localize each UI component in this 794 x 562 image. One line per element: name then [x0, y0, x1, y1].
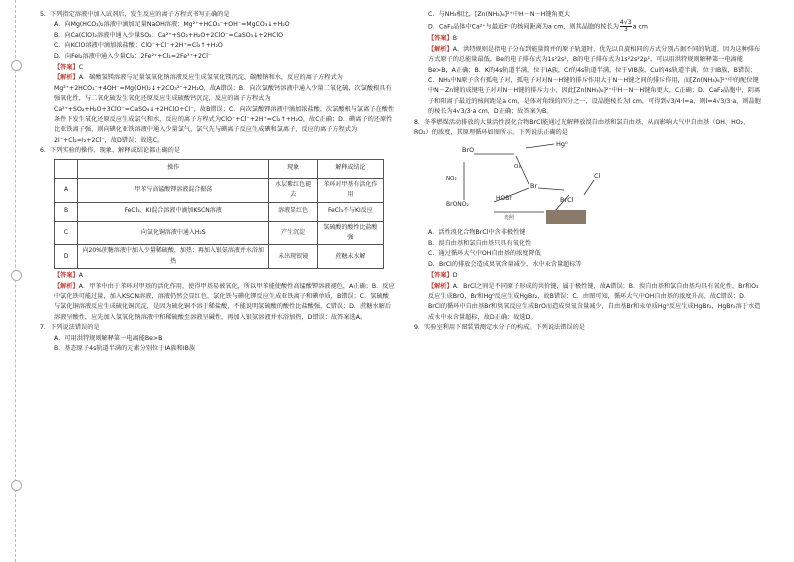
fraction-numerator: 4√3 — [619, 19, 632, 27]
option-b: B．基态原子4s轨道半满的元素分别位于IA族和IB族 — [54, 344, 196, 352]
diagram-label: NO₂ — [446, 176, 457, 183]
option-d — [428, 20, 762, 33]
analysis-text: A．BrCl之间是不同原子形成的共价键，属于极性键，故A错误；B．溴自由基和氯自由基均具有氧化性，Br和O₃反应生成BrO，Br和Hg⁰反应生成HgBr₂，故B错误；C．由图可知，循环大气中OH自由基的浓度升高，故C错误；D．BrCl的循环中自由基Br和臭氧反应生成BrO而造成臭氧含量减少，自由基Br和汞单质Hg⁰反应生成HgBr₂，HgBr₂溶于水造成水中汞含量超标，故D正确；故选D。 — [428, 282, 761, 321]
answer-value: B — [452, 35, 457, 43]
arrow-line — [526, 144, 554, 148]
diagram-label: BrO — [462, 146, 475, 155]
option-c: C．与NH₃相比，[Zn(NH₃)₆]²⁺中H－N－H键角更大 — [428, 11, 571, 18]
table-row — [55, 221, 384, 245]
fraction — [620, 20, 632, 33]
table-cell: 溶液显红色 — [269, 202, 317, 221]
analysis-label: 【解析】 — [54, 282, 79, 290]
table-header: 现象 — [269, 159, 317, 178]
table-cell: 水层紫红色褪去 — [269, 178, 317, 202]
table-cell: FeCl₃不与KI反应 — [317, 202, 383, 221]
binding-hole — [11, 270, 22, 281]
table-row — [55, 202, 384, 221]
answer-line — [428, 271, 762, 281]
analysis — [428, 282, 762, 324]
binding-margin — [10, 0, 22, 562]
arrow-line — [516, 156, 529, 184]
arrow-line — [538, 188, 564, 190]
table-cell: B — [55, 202, 78, 221]
fraction-denominator: 3 — [623, 26, 628, 34]
diagram-label: 光照 — [504, 215, 515, 222]
table-cell: D — [55, 245, 78, 269]
option-d-unit: a cm — [632, 23, 648, 31]
answer-label: 【答案】 — [428, 272, 453, 280]
option-a: A．活性溴化合物BrCl中含非极性键 — [428, 229, 526, 237]
table-cell: 蔗糖未水解 — [317, 245, 383, 269]
bromine-cycle-diagram — [434, 140, 734, 226]
analysis — [54, 282, 395, 324]
analysis-text: A．洪特规则是指电子分布到能量简并的原子轨道时，优先以自旋相同的方式分别占据不同的轨道，因为这种排布方式原子的总能量最低，Be的电子排布式为1s²2s²，B的电子排布式为1s²2s²2p¹，可以用洪特规则解释第一电离能Be>B，A正确；B．K的4s轨道半满，位于IA族，Cr的4s轨道半满，位于VIB族，Cu的4s轨道半满，位于IB族，B错误；C．NH₃中N原子含有孤电子对，孤电子对对N－H键的排斥作用大于N－H键之间的排斥作用，而[Zn(NH₃)₆]²⁺中的配位键中N－Zn键的成键电子对对N－H键的排斥力小，因此[Zn(NH₃)₆]²⁺中H－N－H键角更大，C正确；D．CaF₂晶胞中，阴离子和阳离子最近的核间距是a cm，是体对角线的四分之一，设晶胞棱长为l cm，可得到√3/4·l=a，则l=4√3/3·a，则晶胞的棱长为4√3/3·a cm，D正确；故答案为B。 — [428, 45, 761, 116]
question-5-stem: 5．下列指定溶液中加入试剂后，发生反应的离子方程式书写正确的是 — [40, 11, 230, 18]
analysis-label: 【解析】 — [428, 282, 453, 290]
diagram-label: Br — [530, 182, 538, 191]
binding-hole — [11, 480, 22, 491]
table-cell: A — [55, 178, 78, 202]
option-b: B．向Ca(ClO)₂溶液中通入少量SO₂：Ca²⁺+SO₂+H₂O+2ClO⁻=CaSO₃↓+2HClO — [54, 31, 283, 39]
cycle-svg — [434, 140, 734, 226]
diagram-label: O₃ — [514, 164, 521, 171]
table-row — [55, 245, 384, 269]
diagram-label: Cl — [594, 172, 601, 181]
fold-line — [15, 0, 16, 562]
answer-value: D — [452, 272, 458, 280]
table-cell: 产生沉淀 — [269, 221, 317, 245]
answer-label: 【答案】 — [428, 35, 453, 43]
analysis-text: A．碳酸氢镁溶液与足量氢氧化钠溶液反应生成氢氧化镁沉淀、碳酸钠和水，反应的离子方程式为Mg²⁺+2HCO₃⁻+4OH⁻=Mg(OH)₂↓+2CO₃²⁻+2H₂O，故A错误；B．向次氯酸钙溶液中通入少量二氧化硫，次氯酸根具有强氧化性，与二氧化硫发生氧化还原反应生成硫酸钙沉淀，反应的离子方程式为Ca²⁺+SO₂+H₂O+3ClO⁻=CaSO₄↓+2HClO+Cl⁻，故B错误；C．向次氯酸钾溶液中滴加浓盐酸，次氯酸根与氯离子在酸性条件下发生氧化还原反应生成氯气和水，反应的离子方程式为ClO⁻+Cl⁻+2H⁺=Cl₂↑+H₂O，故C正确；D．碘离子的还原性比亚铁离子强，则向碘化亚铁溶液中通入少量氯气，氯气先与碘离子反应生成碘和氯离子，反应的离子方程式为2I⁻+Cl₂=I₂+2Cl⁻，故D错误；故选C。 — [54, 74, 395, 144]
table-cell: 未出现银镜 — [269, 245, 317, 269]
question-6-stem: 6．下列实验的操作、现象、解释或结论都正确的是 — [40, 147, 181, 155]
table-cell: 向20%蔗糖溶液中加入少量稀硫酸，加热；再加入银氨溶液并水浴加热 — [78, 245, 269, 269]
answer-label: 【答案】 — [54, 272, 79, 280]
table-header — [55, 159, 78, 178]
analysis-label: 【解析】 — [54, 74, 79, 82]
analysis — [54, 73, 395, 146]
question-8-stem: 8．冬季燃煤活动排放的大量活性溴化合物BrCl能通过光解释放溴自由基和氯自由基，从而影响大气中自由基（OH、HO₂、RO₂）的浓度，其原理循环如图所示。下列说法正确的是 — [414, 118, 750, 137]
table-cell: C — [55, 221, 78, 245]
smokestack-image — [546, 210, 586, 224]
analysis-label: 【解析】 — [428, 45, 453, 53]
option-d: D．向FeI₂溶液中通入少量Cl₂：2Fe²⁺+Cl₂=2Fe³⁺+2Cl⁻ — [54, 52, 212, 60]
table-header-row — [55, 159, 384, 178]
option-c: C．通过循环大气中OH自由基的浓度降低 — [428, 250, 541, 258]
table-row — [55, 178, 384, 202]
answer-line — [54, 63, 395, 73]
answer-value: A — [78, 272, 83, 280]
analysis — [428, 45, 762, 118]
diagram-label: BrCl — [560, 196, 574, 205]
option-d: D．BrCl的排放会造成臭氧含量减少、水中汞含量超标等 — [428, 260, 582, 268]
table-header: 解释或结论 — [317, 159, 383, 178]
diagram-label: Hg⁰ — [556, 140, 568, 149]
left-column — [40, 10, 395, 354]
diagram-label: HOBr — [496, 195, 512, 203]
answer-line — [428, 34, 762, 44]
option-b: B．溴自由基和氯自由基只具有氧化性 — [428, 239, 532, 247]
option-d-text: D．CaF₂晶体中Ca²⁺与最近F⁻的核间距离为a cm，则其晶胞的棱长为 — [428, 23, 619, 31]
diagram-label: BrONO₂ — [446, 201, 469, 209]
analysis-text: A．甲苯中由于苯环对甲基的活化作用，使得甲基易被氧化，所以甲苯能使酸性高锰酸钾溶液褪色，A正确；B．反应中氯化铁可能过量，加入KSCN溶液，溶液仍然会显红色，氯化铁与碘化钾反应生成亚铁离子和碘单质，B错误；C．氢硫酸与氯化铜溶液反应生成硫化铜沉淀，是因为硫化铜不溶于稀盐酸，不能说明氢硫酸的酸性比盐酸强，C错误；D．蔗糖水解后溶液呈酸性，应先加入氢氧化钠溶液中和稀硫酸至溶液呈碱性，再加入银氨溶液并水浴加热，D错误；故答案选A。 — [54, 282, 395, 321]
table-cell: 苯环对甲基有活化作用 — [317, 178, 383, 202]
table-cell: 甲苯与高锰酸钾溶液混合振荡 — [78, 178, 269, 202]
table-cell: 向氯化铜溶液中通入H₂S — [78, 221, 269, 245]
answer-label: 【答案】 — [54, 64, 79, 72]
table-cell: FeCl₃、KI混合溶液中滴加KSCN溶液 — [78, 202, 269, 221]
question-9-stem: 9．实验室利用下图装置测定水分子的构成。下列说法错误的是 — [414, 324, 585, 332]
question-7-stem: 7．下列说法错误的是 — [40, 324, 100, 332]
answer-value: C — [78, 64, 84, 72]
option-a: A．向Mg(HCO₃)₂溶液中滴加足量NaOH溶液：Mg²⁺+HCO₃⁻+OH⁻=MgCO₃↓+H₂O — [54, 21, 290, 29]
binding-hole — [11, 60, 22, 71]
experiment-table — [54, 159, 384, 269]
arrow-line — [584, 180, 594, 195]
table-cell: 氢硫酸的酸性比盐酸强 — [317, 221, 383, 245]
table-header: 操作 — [78, 159, 269, 178]
right-column — [414, 10, 762, 334]
option-a: A．可用洪特规则解释第一电离能Be>B — [54, 334, 163, 342]
answer-line — [54, 271, 395, 281]
option-c: C．向KClO溶液中滴加浓盐酸：ClO⁻+Cl⁻+2H⁺=Cl₂↑+H₂O — [54, 42, 223, 50]
